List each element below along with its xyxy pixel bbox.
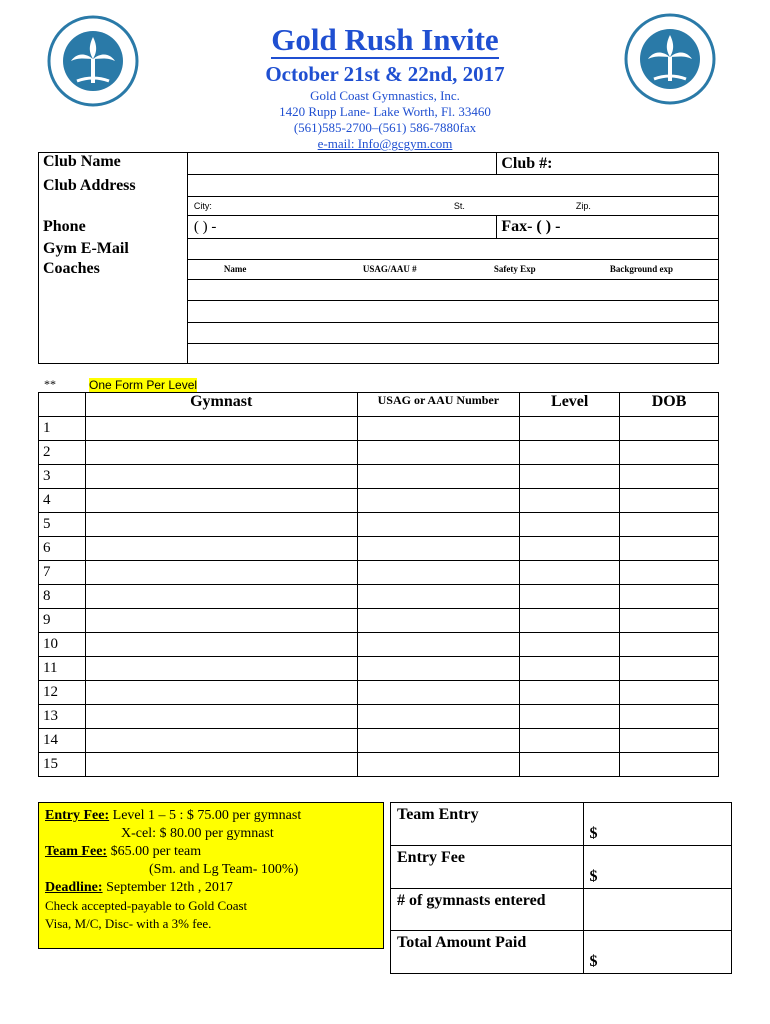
note-stars: ** [44, 377, 56, 391]
team-fee-label: Team Fee: [45, 844, 108, 859]
col-level: Level [520, 393, 620, 417]
gymnast-row [39, 537, 719, 561]
usag-number-cell[interactable] [357, 729, 520, 753]
phone-field[interactable]: ( ) - [187, 216, 496, 239]
gymnast-name-cell[interactable] [85, 753, 357, 777]
gymnast-row [39, 417, 719, 441]
row-number: 7 [39, 561, 86, 585]
gymnast-row [39, 465, 719, 489]
row-number: 12 [39, 681, 86, 705]
gymnast-name-cell[interactable] [85, 489, 357, 513]
gymnast-row [39, 729, 719, 753]
usag-number-cell[interactable] [357, 465, 520, 489]
usag-number-cell[interactable] [357, 489, 520, 513]
row-number: 10 [39, 633, 86, 657]
usag-number-cell[interactable] [357, 633, 520, 657]
dob-cell[interactable] [620, 657, 719, 681]
usag-number-cell[interactable] [357, 441, 520, 465]
dob-cell[interactable] [620, 609, 719, 633]
club-info-table [38, 152, 719, 364]
gymnast-table [38, 392, 719, 777]
row-number: 6 [39, 537, 86, 561]
gymnast-row [39, 489, 719, 513]
team-fee-note: (Sm. and Lg Team- 100%) [149, 862, 299, 877]
gymnast-name-cell[interactable] [85, 513, 357, 537]
city-state-zip-field[interactable] [187, 197, 718, 216]
coach-row[interactable] [187, 323, 718, 344]
gymnast-name-cell[interactable] [85, 609, 357, 633]
deadline-label: Deadline: [45, 880, 103, 895]
level-cell[interactable] [520, 513, 620, 537]
usag-number-cell[interactable] [357, 417, 520, 441]
coach-row[interactable] [187, 344, 718, 364]
row-number: 15 [39, 753, 86, 777]
org-address: 1420 Rupp Lane- Lake Worth, Fl. 33460 [279, 104, 491, 119]
card-fee-text: Visa, M/C, Disc- with a 3% fee. [45, 916, 212, 931]
gymnast-name-cell[interactable] [85, 561, 357, 585]
row-number: 1 [39, 417, 86, 441]
gymnast-row [39, 753, 719, 777]
totals-table [390, 802, 732, 974]
level-cell[interactable] [520, 681, 620, 705]
dob-cell[interactable] [620, 537, 719, 561]
gymnast-row [39, 561, 719, 585]
gymnast-row [39, 681, 719, 705]
row-number: 14 [39, 729, 86, 753]
gymnast-name-cell[interactable] [85, 657, 357, 681]
usag-number-cell[interactable] [357, 513, 520, 537]
team-entry-label: Team Entry [391, 803, 584, 846]
col-dob: DOB [620, 393, 719, 417]
club-name-field[interactable] [187, 153, 496, 175]
col-usag-number: USAG or AAU Number [357, 393, 520, 417]
total-paid-label: Total Amount Paid [391, 931, 584, 974]
deadline-text: September 12th , 2017 [102, 880, 233, 895]
team-entry-amount[interactable]: $ [583, 803, 731, 846]
org-phones: (561)585-2700–(561) 586-7880fax [293, 120, 477, 135]
org-name: Gold Coast Gymnastics, Inc. [310, 88, 460, 103]
level-cell[interactable] [520, 561, 620, 585]
dob-cell[interactable] [620, 633, 719, 657]
state-label: St. [453, 201, 465, 211]
row-number: 4 [39, 489, 86, 513]
gymnast-row [39, 633, 719, 657]
usag-number-cell[interactable] [357, 753, 520, 777]
level-cell[interactable] [520, 489, 620, 513]
gymnasts-entered-label: # of gymnasts entered [391, 889, 584, 931]
usag-number-cell[interactable] [357, 609, 520, 633]
level-cell[interactable] [520, 585, 620, 609]
gymnast-name-cell[interactable] [85, 585, 357, 609]
page-title: Gold Rush Invite [271, 22, 499, 57]
usag-number-cell[interactable] [357, 561, 520, 585]
level-cell[interactable] [520, 537, 620, 561]
row-number: 13 [39, 705, 86, 729]
gymnast-name-cell[interactable] [85, 705, 357, 729]
xcel-fee-text: X-cel: $ 80.00 per gymnast [121, 826, 274, 841]
row-number: 2 [39, 441, 86, 465]
fax-field[interactable]: Fax- ( ) - [497, 216, 719, 239]
gymnast-row [39, 513, 719, 537]
dob-cell[interactable] [620, 561, 719, 585]
gymnast-row [39, 657, 719, 681]
coaches-label: Coaches [39, 260, 188, 280]
usag-number-cell[interactable] [357, 537, 520, 561]
level-cell[interactable] [520, 753, 620, 777]
club-address-field[interactable] [187, 175, 718, 197]
gymnast-name-cell[interactable] [85, 633, 357, 657]
usag-number-cell[interactable] [357, 705, 520, 729]
level-cell[interactable] [520, 417, 620, 441]
row-number: 11 [39, 657, 86, 681]
gymnasts-entered-value[interactable] [583, 889, 731, 931]
club-name-label: Club Name [39, 153, 188, 175]
usag-number-cell[interactable] [357, 657, 520, 681]
gym-email-field[interactable] [187, 239, 718, 260]
gymnast-name-cell[interactable] [85, 681, 357, 705]
entry-fee-total-amount[interactable]: $ [583, 846, 731, 889]
dob-cell[interactable] [620, 705, 719, 729]
coach-col-background: Background exp [609, 264, 673, 274]
coach-header-row [187, 260, 718, 280]
row-number: 5 [39, 513, 86, 537]
gymnast-row [39, 705, 719, 729]
check-payable-text: Check accepted-payable to Gold Coast [45, 898, 248, 913]
row-number: 9 [39, 609, 86, 633]
coach-col-safety: Safety Exp [493, 264, 536, 274]
total-paid-amount[interactable]: $ [583, 931, 731, 974]
dob-cell[interactable] [620, 465, 719, 489]
level-cell[interactable] [520, 657, 620, 681]
gymnast-row [39, 609, 719, 633]
entry-fee-label: Entry Fee: [45, 808, 110, 823]
level-cell[interactable] [520, 441, 620, 465]
zip-label: Zip. [575, 201, 591, 211]
fee-info-box [38, 802, 384, 949]
level-cell[interactable] [520, 633, 620, 657]
dob-cell[interactable] [620, 585, 719, 609]
usag-number-cell[interactable] [357, 681, 520, 705]
dob-cell[interactable] [620, 753, 719, 777]
phone-label: Phone [39, 216, 188, 239]
gymnast-row [39, 585, 719, 609]
gymnast-name-cell[interactable] [85, 729, 357, 753]
gymnast-row [39, 441, 719, 465]
dob-cell[interactable] [620, 513, 719, 537]
dob-cell[interactable] [620, 729, 719, 753]
gymnast-name-cell[interactable] [85, 417, 357, 441]
level-cell[interactable] [520, 609, 620, 633]
dob-cell[interactable] [620, 441, 719, 465]
level-cell[interactable] [520, 729, 620, 753]
gymnast-name-cell[interactable] [85, 465, 357, 489]
coach-col-name: Name [223, 264, 247, 274]
entry-fee-text: Level 1 – 5 : $ 75.00 per gymnast [109, 808, 302, 823]
level-cell[interactable] [520, 465, 620, 489]
coach-row[interactable] [187, 280, 718, 301]
usag-number-cell[interactable] [357, 585, 520, 609]
gym-email-label: Gym E-Mail [39, 239, 188, 260]
dob-cell[interactable] [620, 417, 719, 441]
row-number: 8 [39, 585, 86, 609]
team-fee-text: $65.00 per team [107, 844, 202, 859]
club-number-field[interactable]: Club #: [497, 153, 719, 175]
coach-col-usag: USAG/AAU # [362, 264, 417, 274]
event-dates: October 21st & 22nd, 2017 [265, 62, 505, 86]
level-cell[interactable] [520, 705, 620, 729]
org-email[interactable]: e-mail: Info@gcgym.com [317, 136, 453, 151]
club-address-label: Club Address [39, 175, 188, 197]
col-gymnast: Gymnast [85, 393, 357, 417]
entry-fee-total-label: Entry Fee [391, 846, 584, 889]
dob-cell[interactable] [620, 681, 719, 705]
city-label: City: [193, 201, 212, 211]
gymnast-name-cell[interactable] [85, 441, 357, 465]
dob-cell[interactable] [620, 489, 719, 513]
gymnast-name-cell[interactable] [85, 537, 357, 561]
note-one-form: One Form Per Level [89, 378, 198, 392]
row-number: 3 [39, 465, 86, 489]
coach-row[interactable] [187, 301, 718, 323]
